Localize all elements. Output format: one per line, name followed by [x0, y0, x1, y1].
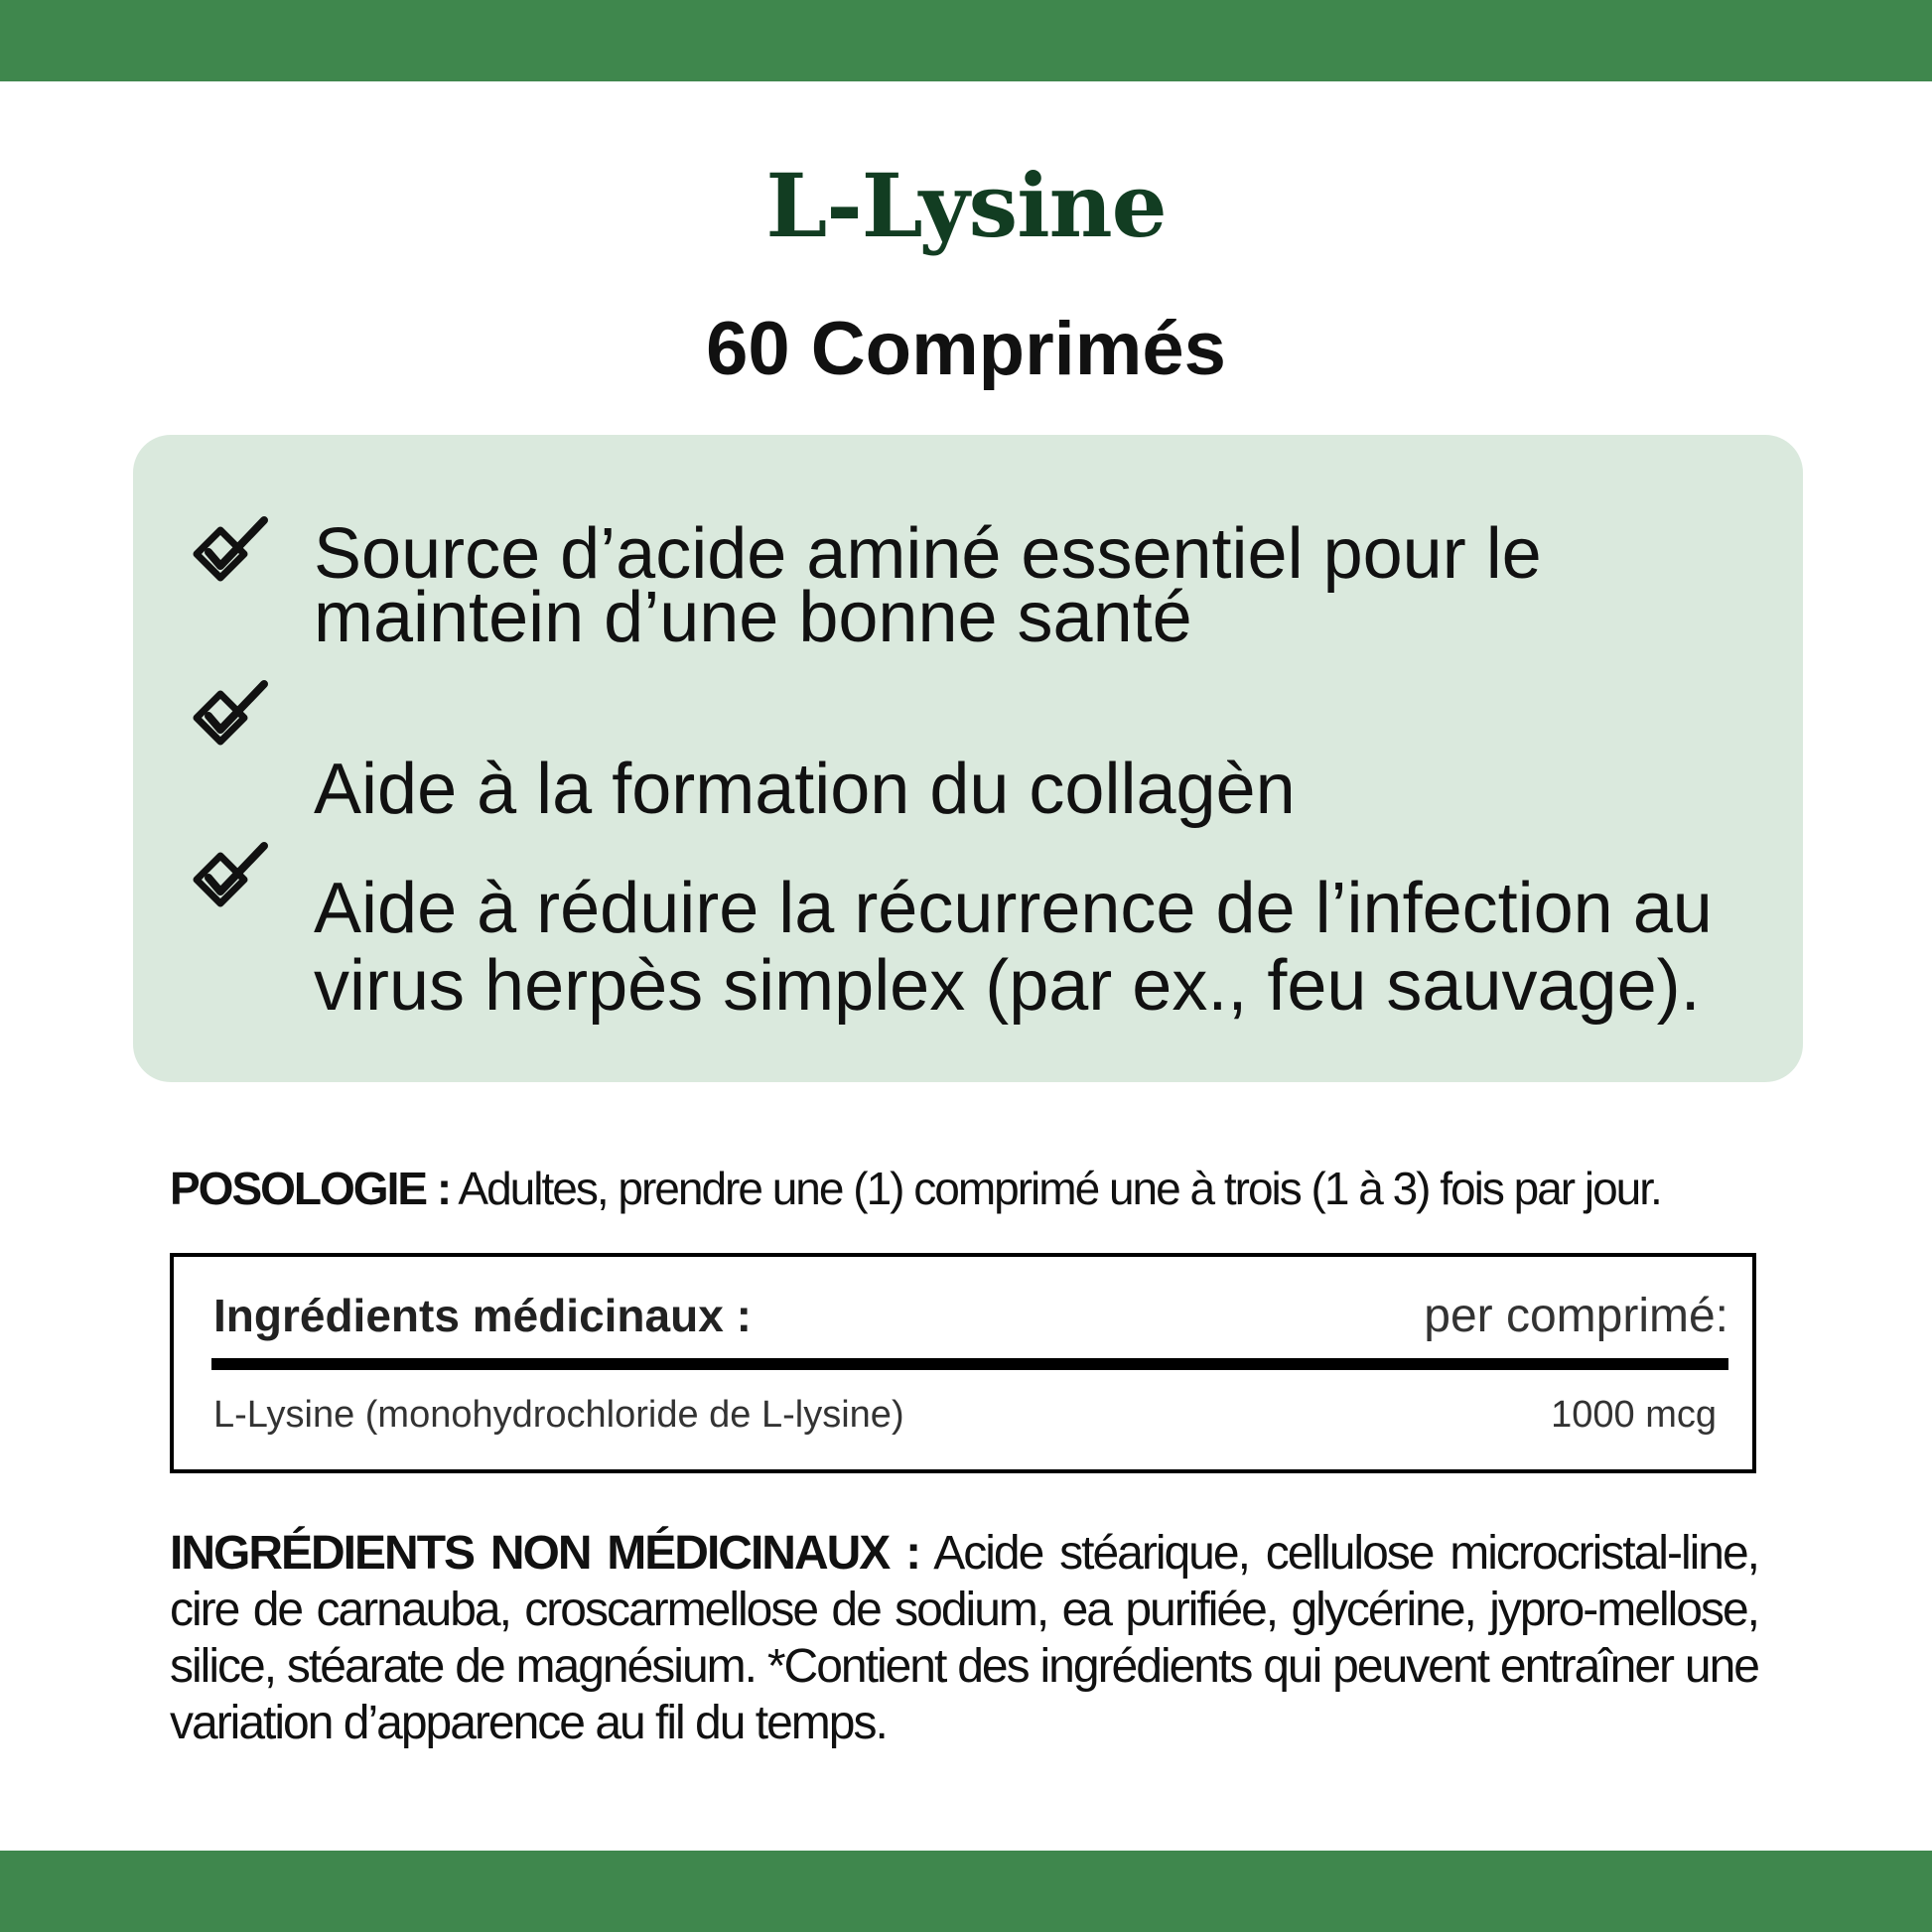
- checkbox-check-icon: [187, 678, 272, 763]
- per-tablet-header: per comprimé:: [1424, 1290, 1728, 1342]
- checkbox-check-icon: [187, 840, 272, 925]
- non-medicinal-ingredients-paragraph: [170, 1525, 1758, 1751]
- checkbox-check-icon: [187, 514, 272, 600]
- product-count: 60 Comprimés: [706, 307, 1226, 391]
- posologie-label: POSOLOGIE :: [170, 1163, 451, 1214]
- top-green-band: [0, 0, 1932, 81]
- table-divider: [211, 1358, 1728, 1370]
- medicinal-ingredients-table: [170, 1253, 1756, 1473]
- benefits-panel: [133, 435, 1803, 1082]
- posologie-paragraph: [170, 1162, 1778, 1215]
- non-medicinal-text: Acide stéarique, cellulose microcristal-line, cire de carnauba, croscarmellose de sodium, ea purifiée, glycérine, jypro-mellose, silice, stéarate de magnésium. *Contient des ingrédients qui peuvent entraîner une variation d’apparence au fil du temps.: [170, 1527, 1758, 1749]
- benefit-text: Source d’acide aminé essentiel pour le maintein d’une bonne santé: [314, 514, 1542, 657]
- benefit-text: Aide à la formation du collagèn: [314, 750, 1296, 829]
- non-medicinal-label: INGRÉDIENTS NON MÉDICINAUX :: [170, 1527, 920, 1580]
- benefit-text: Aide à réduire la récurrence de l’infection au virus herpès simplex (par ex., feu sauvage).: [314, 869, 1713, 1026]
- bottom-green-band: [0, 1851, 1932, 1932]
- product-title: L-Lysine: [765, 154, 1167, 257]
- posologie-text: Adultes, prendre une (1) comprimé une à trois (1 à 3) fois par jour.: [450, 1163, 1661, 1214]
- ingredient-name: L-Lysine (monohydrochloride de L-lysine): [213, 1394, 904, 1436]
- medicinal-header-label: Ingrédients médicinaux :: [213, 1290, 752, 1341]
- ingredient-amount: 1000 mcg: [1551, 1394, 1717, 1436]
